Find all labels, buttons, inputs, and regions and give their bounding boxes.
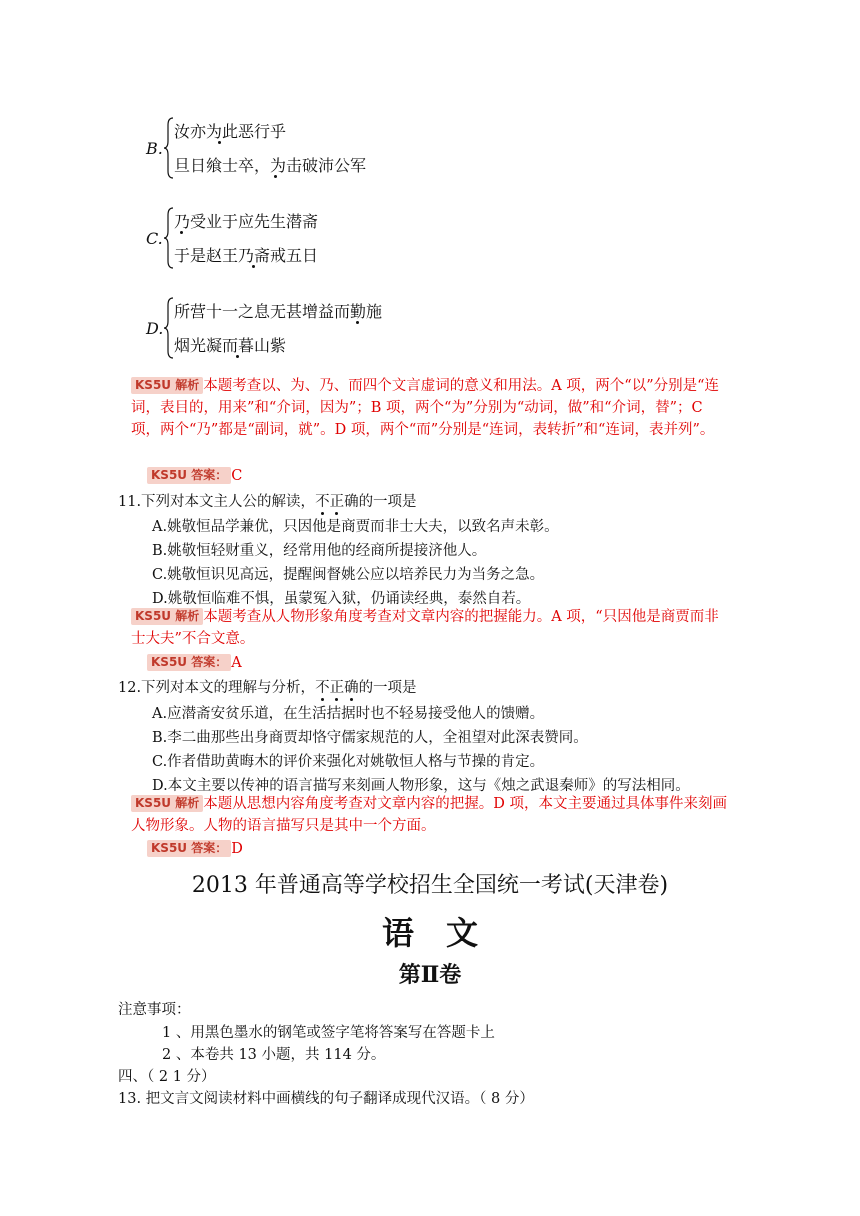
analysis-badge: KS5U 解析 xyxy=(131,795,203,812)
q12-choice-d: D.本文主要以传神的语言描写来刻画人物形象，这与《烛之武退秦师》的写法相同。 xyxy=(152,778,690,794)
option-line-1: 所营十一之息无甚增益而勤施 xyxy=(174,302,383,321)
answer-value: A xyxy=(231,655,242,671)
q12-choice-b: B.李二曲那些出身商贾却恪守儒家规范的人，全祖望对此深表赞同。 xyxy=(152,730,588,746)
volume-title: 第Ⅱ卷 xyxy=(398,962,462,988)
option-line-1: 乃受业于应先生潜斋 xyxy=(174,212,319,231)
emphasis-dot xyxy=(274,175,277,178)
q11-choice-b: B.姚敬恒轻财重义，经常用他的经商所提接济他人。 xyxy=(152,543,487,559)
q12-analysis xyxy=(131,793,731,837)
q11-choice-c: C.姚敬恒识见高远，提醒闽督姚公应以培养民力为当务之急。 xyxy=(152,567,545,583)
analysis-text: 本题从思想内容角度考查对文章内容的把握。D 项，本文主要通过具体事件来刻画人物形象。人物的语言描写只是其中一个方面。 xyxy=(131,796,727,834)
answer-value: C xyxy=(231,468,243,484)
subject-title: 语 文 xyxy=(381,914,478,952)
option-line-2: 旦日飨士卒，为击破沛公军 xyxy=(174,156,367,175)
q11-analysis xyxy=(131,606,731,650)
q11-choice-d: D.姚敬恒临难不惧，虽蒙冤入狱，仍诵读经典，泰然自若。 xyxy=(152,591,531,607)
q13-stem: 13. 把文言文阅读材料中画横线的句子翻译成现代汉语。（ 8 分） xyxy=(118,1091,534,1107)
answer-badge: KS5U 答案： xyxy=(147,467,231,484)
answer-value: D xyxy=(231,841,243,857)
option-line-2: 烟光凝而暮山紫 xyxy=(174,336,287,355)
emphasis-dot xyxy=(252,265,255,268)
option-line-2: 于是赵王乃斋戒五日 xyxy=(174,246,319,265)
q12-answer xyxy=(147,840,243,857)
option-letter: B. xyxy=(146,139,163,158)
curly-brace-icon xyxy=(164,117,174,179)
q12-choice-c: C.作者借助黄晦木的评价来强化对姚敬恒人格与节操的肯定。 xyxy=(152,754,545,770)
answer-badge: KS5U 答案： xyxy=(147,654,231,671)
notes-heading: 注意事项： xyxy=(118,1002,191,1018)
q12-stem: 12.下列对本文的理解与分析，不正确的一项是 xyxy=(118,676,417,697)
option-b xyxy=(146,117,546,193)
curly-brace-icon xyxy=(164,297,174,359)
analysis-badge: KS5U 解析 xyxy=(131,377,203,394)
q12-choice-a: A.应潜斋安贫乐道，在生活拮据时也不轻易接受他人的馈赠。 xyxy=(152,706,545,722)
emphasis-dot xyxy=(180,231,183,234)
section-heading: 四、（ 2 1 分） xyxy=(118,1069,216,1085)
q11-answer xyxy=(147,654,242,671)
notes-item-2: 2 、本卷共 13 小题，共 114 分。 xyxy=(162,1047,386,1063)
option-letter: C. xyxy=(146,229,163,248)
q11-stem: 11.下列对本文主人公的解读，不正确的一项是 xyxy=(118,490,417,511)
emphasis-dot xyxy=(356,321,359,324)
analysis-text: 本题考查以、为、乃、而四个文言虚词的意义和用法。A 项，两个“以”分别是“连词，表目的，用来”和“介词，因为”；B 项，两个“为”分别为“动词，做”和“介词，替”；C 项，两个“乃”都是“副词，就”。D 项，两个“而”分别是“连词，表转折”和“连词，表并列”。 xyxy=(131,378,720,438)
analysis-badge: KS5U 解析 xyxy=(131,608,203,625)
option-line-1: 汝亦为此恶行乎 xyxy=(174,122,287,141)
option-c xyxy=(146,207,546,283)
option-d xyxy=(146,297,546,373)
analysis-text: 本题考查从人物形象角度考查对文章内容的把握能力。A 项，“只因他是商贾而非士大夫”不合文意。 xyxy=(131,609,719,647)
q11-choice-a: A.姚敬恒品学兼优，只因他是商贾而非士大夫，以致名声未彰。 xyxy=(152,519,559,535)
exam-title: 2013 年普通高等学校招生全国统一考试(天津卷) xyxy=(191,873,669,898)
answer-badge: KS5U 答案： xyxy=(147,840,231,857)
emphasis-dot xyxy=(236,355,239,358)
curly-brace-icon xyxy=(164,207,174,269)
q10-analysis xyxy=(131,375,731,441)
notes-item-1: 1 、用黑色墨水的钢笔或签字笔将答案写在答题卡上 xyxy=(162,1025,495,1041)
option-letter: D. xyxy=(146,319,164,338)
emphasis-dot xyxy=(218,141,221,144)
q10-answer xyxy=(147,467,242,484)
